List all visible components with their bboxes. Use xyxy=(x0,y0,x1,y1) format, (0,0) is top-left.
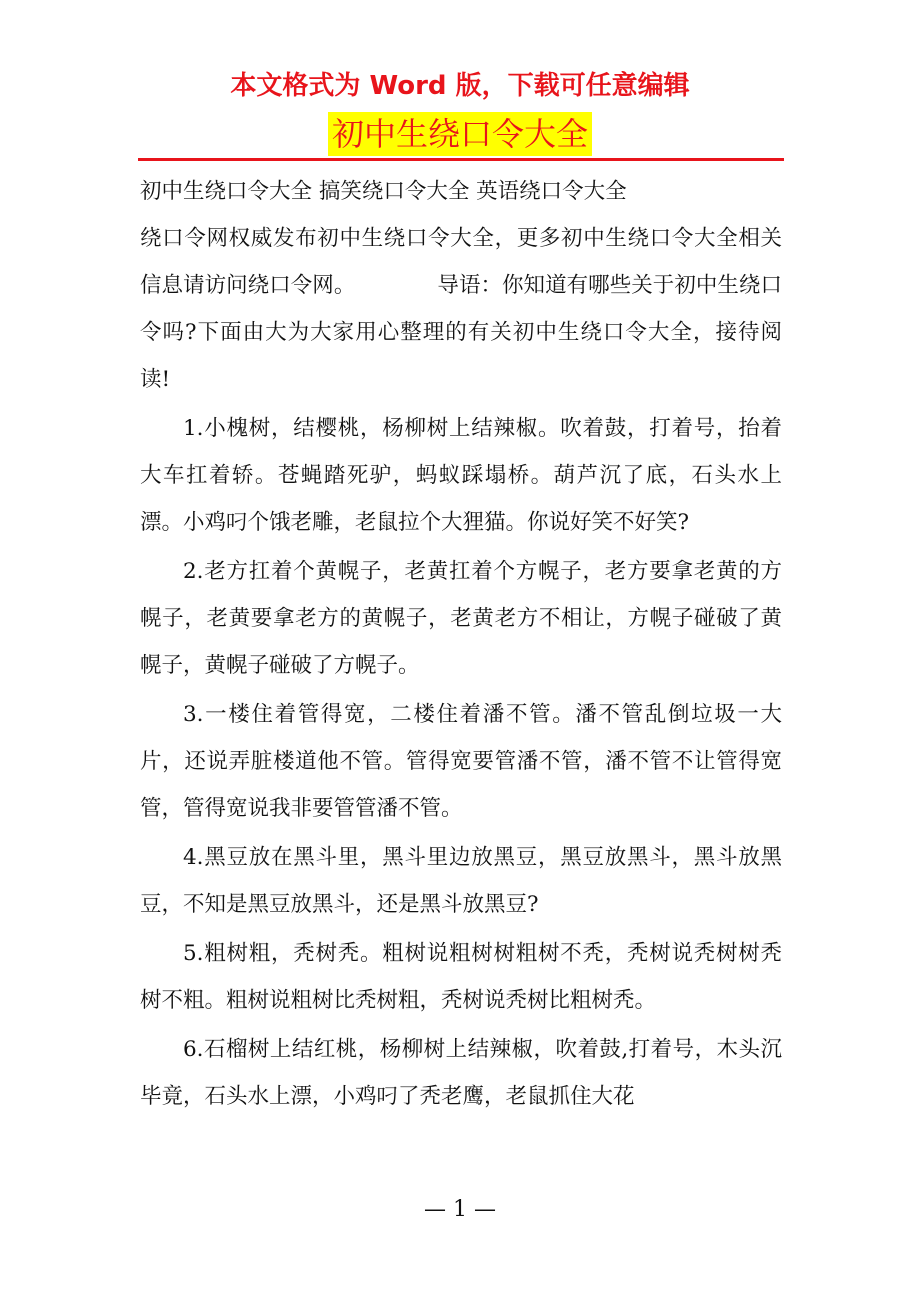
title-container xyxy=(0,112,920,156)
document-body xyxy=(140,168,782,1120)
intro-lead: 导语：你知道有哪些关于初中生绕口令吗?下面由大为大家用心整理的有关初中生绕口令大全，接待阅读! xyxy=(140,273,782,392)
tongue-twister-3: 3.一楼住着管得宽，二楼住着潘不管。潘不管乱倒垃圾一大片，还说弄脏楼道他不管。管得宽要管潘不管，潘不管不让管得宽管，管得宽说我非要管管潘不管。 xyxy=(140,702,782,821)
tongue-twister-4: 4.黑豆放在黑斗里，黑斗里边放黑豆，黑豆放黑斗，黑斗放黑豆，不知是黑豆放黑斗，还是黑斗放黑豆? xyxy=(140,845,782,917)
tongue-twister-5: 5.粗树粗，秃树秃。粗树说粗树树粗树不秃，秃树说秃树树秃树不粗。粗树说粗树比秃树粗，秃树说秃树比粗树秃。 xyxy=(140,941,782,1013)
tongue-twister-1: 1.小槐树，结樱桃，杨柳树上结辣椒。吹着鼓，打着号，抬着大车扛着轿。苍蝇踏死驴，蚂蚁踩塌桥。葫芦沉了底，石头水上漂。小鸡叼个饿老雕，老鼠拉个大狸猫。你说好笑不好笑? xyxy=(140,416,782,535)
format-notice: 本文格式为 Word 版，下载可任意编辑 xyxy=(230,71,690,101)
document-title: 初中生绕口令大全 xyxy=(328,112,592,156)
tongue-twister-2: 2.老方扛着个黄幌子，老黄扛着个方幌子，老方要拿老黄的方幌子，老黄要拿老方的黄幌子，老黄老方不相让，方幌子碰破了黄幌子，黄幌子碰破了方幌子。 xyxy=(140,559,782,678)
title-divider xyxy=(138,158,784,161)
intro-source: 绕口令网权威发布初中生绕口令大全，更多初中生绕口令大全相关信息请访问绕口令网。 xyxy=(140,226,782,298)
page-number: — 1 — xyxy=(424,1197,496,1222)
tongue-twister-6: 6.石榴树上结红桃，杨柳树上结辣椒，吹着鼓,打着号，木头沉毕竟，石头水上漂，小鸡叼了秃老鹰，老鼠抓住大花 xyxy=(140,1037,782,1109)
keywords-line: 初中生绕口令大全 搞笑绕口令大全 英语绕口令大全 xyxy=(140,179,627,204)
intro-paragraph xyxy=(140,215,782,403)
